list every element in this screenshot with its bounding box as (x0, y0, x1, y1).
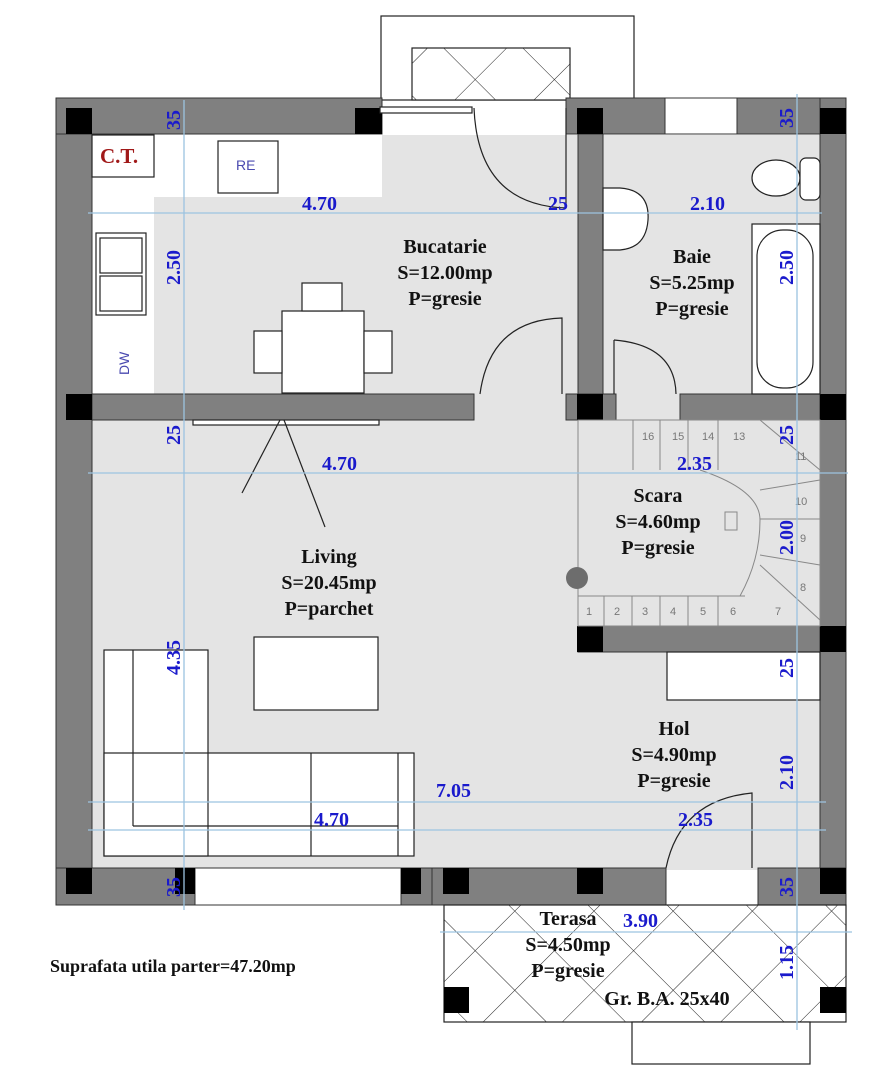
boiler-room-label: C.T. (100, 144, 139, 168)
room-area: S=4.60mp (615, 511, 701, 533)
step-9: 9 (800, 533, 807, 545)
step-15: 15 (672, 431, 685, 443)
room-name: Living (301, 546, 357, 568)
room-area: S=4.90mp (631, 744, 717, 766)
room-area: S=4.50mp (525, 934, 611, 956)
room-name: Terasa (539, 908, 597, 930)
dim-hol-width: 2.35 (678, 809, 713, 831)
step-2: 2 (614, 606, 621, 618)
top-steps (381, 16, 634, 100)
step-13: 13 (733, 431, 746, 443)
step-8: 8 (800, 582, 807, 594)
step-14: 14 (702, 431, 715, 443)
dim-living-depth: 4.35 (163, 640, 185, 675)
step-10: 10 (795, 496, 808, 508)
step-6: 6 (730, 606, 737, 618)
room-area: S=5.25mp (649, 272, 735, 294)
room-name: Bucatarie (403, 236, 487, 258)
room-floor: P=parchet (284, 598, 374, 620)
dim-stair-wall-right: 25 (776, 425, 798, 445)
beam-label: Gr. B.A. 25x40 (604, 988, 730, 1010)
step-16: 16 (642, 431, 655, 443)
room-bucatarie (397, 236, 492, 310)
room-floor: P=gresie (531, 960, 605, 982)
dim-bottom-wall-left: 35 (163, 877, 185, 897)
room-area: S=20.45mp (281, 572, 377, 594)
usable-area-summary: Suprafata utila parter=47.20mp (50, 956, 296, 976)
dim-bottom-wall-right: 35 (776, 877, 798, 897)
room-area: S=12.00mp (397, 262, 493, 284)
dim-interior-wall-top: 25 (548, 193, 568, 215)
room-name: Hol (658, 718, 690, 740)
step-11: 11 (795, 451, 807, 463)
step-4: 4 (670, 606, 677, 618)
room-floor: P=gresie (637, 770, 711, 792)
dim-top-wall-left: 35 (163, 110, 185, 130)
dim-interior-wall-left: 25 (163, 425, 185, 445)
dim-living-width-top: 4.70 (322, 453, 357, 475)
room-name: Baie (673, 246, 711, 268)
step-3: 3 (642, 606, 649, 618)
step-1: 1 (586, 606, 593, 618)
room-floor: P=gresie (621, 537, 695, 559)
dim-kitchen-depth: 2.50 (163, 250, 185, 285)
dim-living-width-bottom: 4.70 (314, 809, 349, 831)
step-7: 7 (775, 606, 782, 618)
fridge-label: RE (236, 157, 256, 173)
dishwasher-label: DW (116, 351, 132, 375)
dim-stair-depth: 2.00 (776, 520, 798, 555)
room-floor: P=gresie (408, 288, 482, 310)
dim-kitchen-width: 4.70 (302, 193, 337, 215)
step-5: 5 (700, 606, 707, 618)
dim-stair-width: 2.35 (677, 453, 712, 475)
room-floor: P=gresie (655, 298, 729, 320)
dim-hol-depth: 2.10 (776, 755, 798, 790)
dim-overall-width: 7.05 (436, 780, 471, 802)
dim-bath-width: 2.10 (690, 193, 725, 215)
dim-top-wall-right: 35 (776, 108, 798, 128)
dim-terrace-depth: 1.15 (776, 945, 798, 980)
dim-hol-wall: 25 (776, 658, 798, 678)
dim-terrace-width: 3.90 (623, 910, 658, 932)
dim-bath-depth: 2.50 (776, 250, 798, 285)
room-name: Scara (633, 485, 683, 507)
